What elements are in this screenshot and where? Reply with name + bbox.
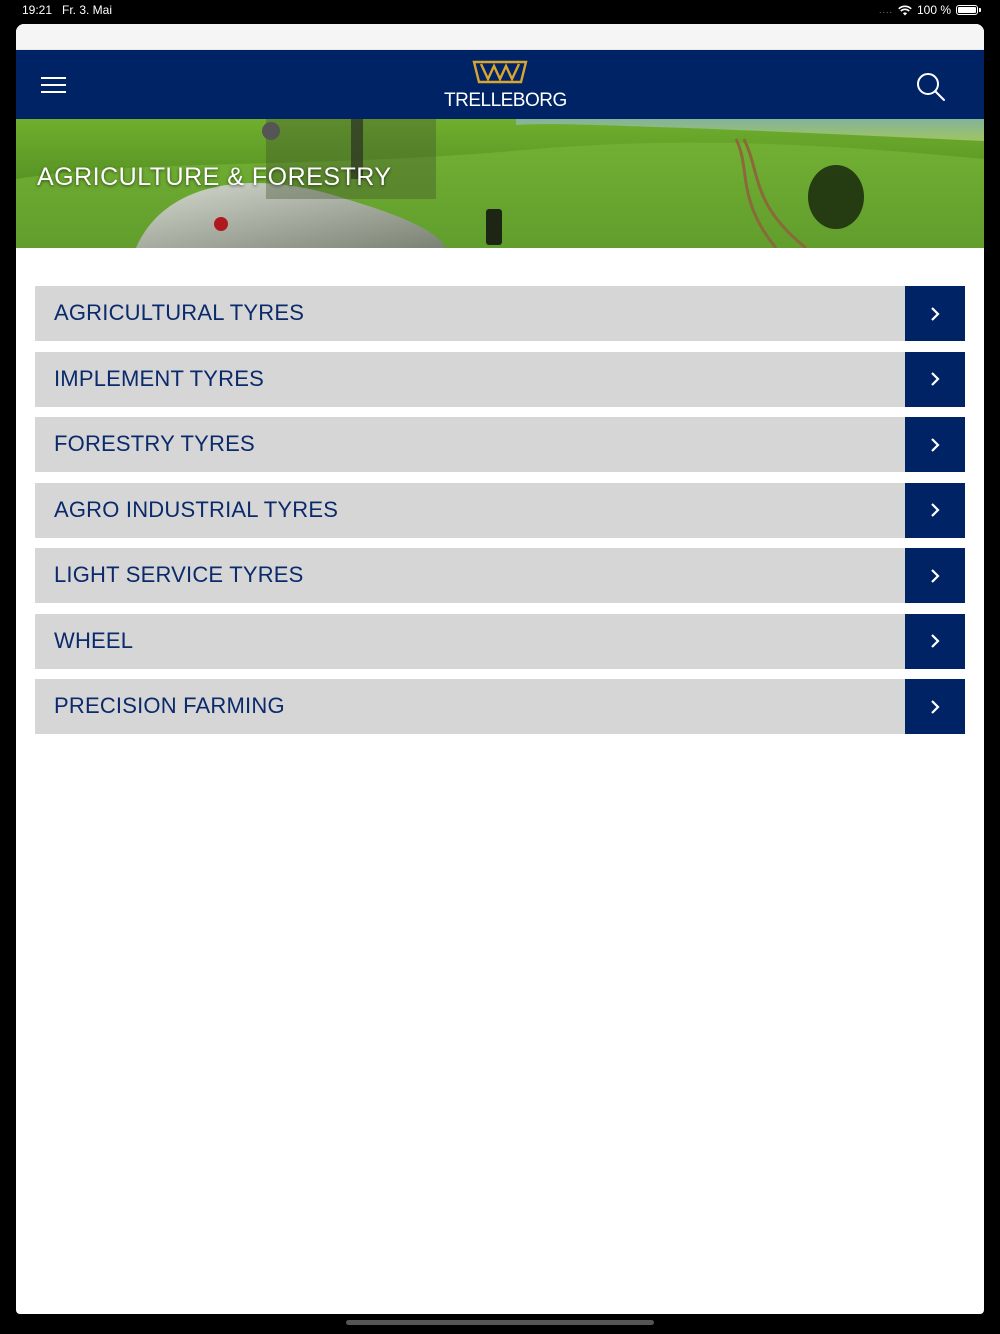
hero-title: AGRICULTURE & FORESTRY: [37, 163, 392, 191]
status-right: [879, 3, 978, 17]
chevron-right-icon[interactable]: [905, 614, 965, 669]
category-row-agro-industrial-tyres[interactable]: [35, 483, 965, 538]
category-row-forestry-tyres[interactable]: [35, 417, 965, 472]
category-label: AGRO INDUSTRIAL TYRES: [54, 496, 339, 522]
home-indicator[interactable]: [346, 1320, 654, 1325]
battery-icon: [956, 5, 978, 15]
category-row-implement-tyres[interactable]: [35, 352, 965, 407]
chevron-right-icon[interactable]: [905, 548, 965, 603]
cellular-dots-icon: ....: [878, 5, 893, 15]
hamburger-menu-icon[interactable]: [41, 77, 66, 95]
chevron-right-icon[interactable]: [905, 352, 965, 407]
trelleborg-logo[interactable]: [444, 60, 567, 111]
category-row-light-service-tyres[interactable]: [35, 548, 965, 603]
status-date: Fr. 3. Mai: [62, 3, 113, 17]
search-icon[interactable]: [916, 72, 946, 102]
trelleborg-logo-mark-icon: [472, 60, 528, 84]
app-sheet: [16, 24, 984, 1314]
chevron-right-icon[interactable]: [905, 417, 965, 472]
sheet-top-bar: [16, 24, 984, 50]
category-label: IMPLEMENT TYRES: [54, 365, 265, 391]
category-label: PRECISION FARMING: [54, 693, 285, 718]
chevron-right-icon[interactable]: [905, 286, 965, 341]
status-time: 19:21: [22, 3, 53, 17]
category-row-agricultural-tyres[interactable]: [35, 286, 965, 341]
category-list: [35, 286, 965, 745]
category-label: LIGHT SERVICE TYRES: [54, 562, 304, 587]
category-label: FORESTRY TYRES: [54, 431, 255, 456]
wifi-icon: [898, 5, 912, 16]
category-row-precision-farming[interactable]: [35, 679, 965, 734]
chevron-right-icon[interactable]: [905, 679, 965, 734]
logo-wordmark: TRELLEBORG: [444, 90, 567, 111]
category-label: WHEEL: [54, 627, 134, 653]
chevron-right-icon[interactable]: [905, 483, 965, 538]
status-bar: [0, 0, 1000, 22]
category-row-wheel[interactable]: [35, 614, 965, 669]
hero-banner: [16, 119, 984, 248]
top-navbar: [16, 50, 984, 119]
battery-percent: 100 %: [916, 3, 951, 17]
category-label: AGRICULTURAL TYRES: [54, 300, 305, 325]
